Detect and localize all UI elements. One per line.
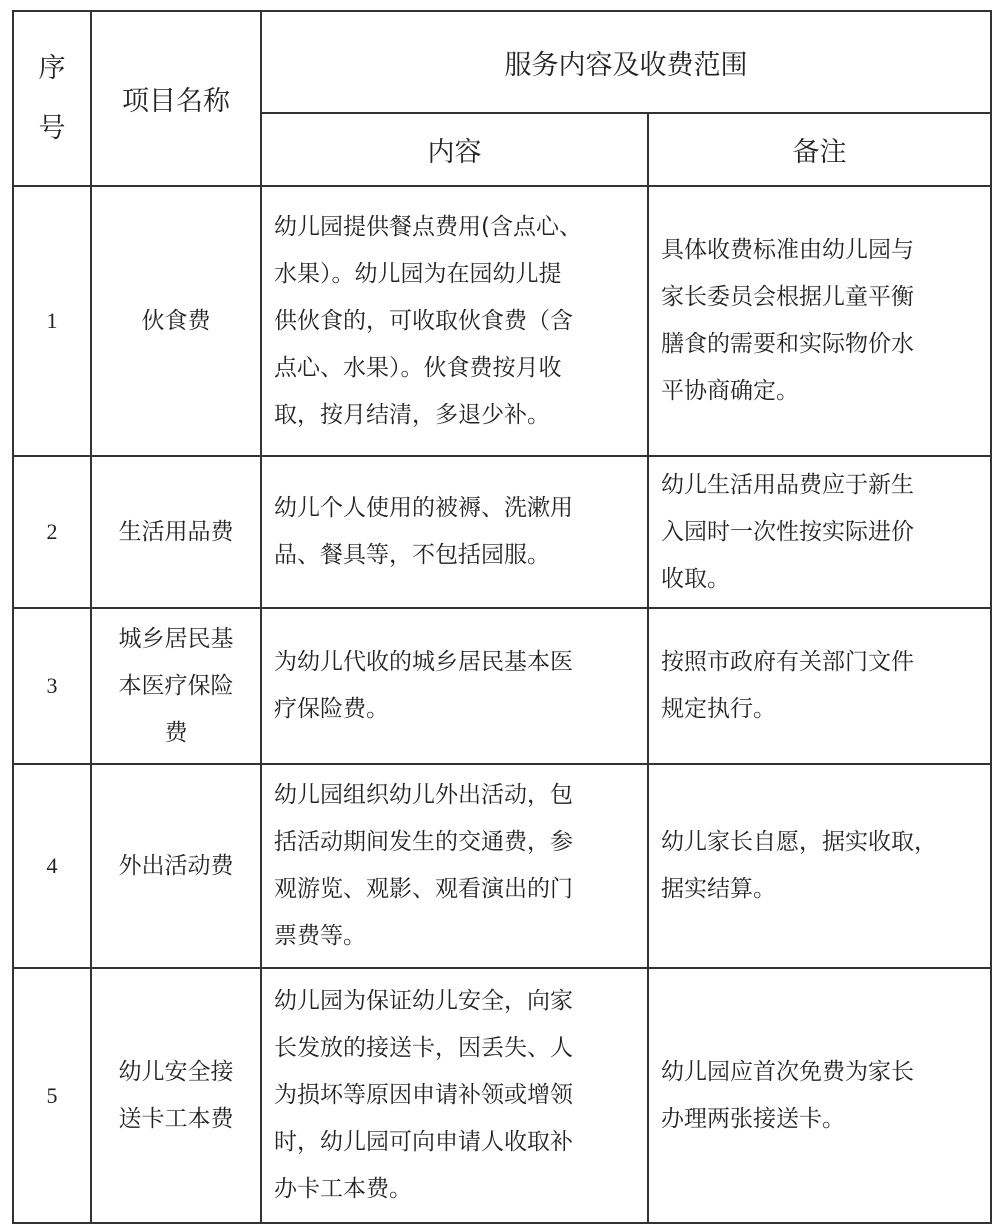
item-remarks-line: 办理两张接送卡。 — [661, 1105, 845, 1132]
item-remarks-line: 幼儿园应首次免费为家长 — [661, 1058, 914, 1085]
table-row — [13, 456, 991, 608]
item-content-line: 为损坏等原因申请补领或增领 — [274, 1082, 573, 1108]
fee-table — [12, 10, 992, 1224]
row-index: 1 — [13, 186, 91, 456]
header-item-name: 项目名称 — [91, 11, 261, 186]
item-remarks-line: 平协商确定。 — [661, 378, 799, 404]
item-name-line: 生活用品费 — [118, 518, 234, 545]
header-index-char: 序 — [38, 52, 66, 84]
item-remarks-line: 收取。 — [661, 565, 730, 592]
item-name-line: 费 — [164, 719, 188, 746]
item-name-line: 本医疗保险 — [118, 672, 234, 699]
item-name-line: 幼儿安全接 — [118, 1058, 234, 1085]
table-row — [13, 764, 991, 968]
row-index: 5 — [13, 968, 91, 1223]
item-content-line: 长发放的接送卡，因丢失、人 — [274, 1035, 573, 1061]
item-remarks-line: 家长委员会根据儿童平衡 — [661, 284, 914, 310]
item-content — [261, 456, 648, 608]
item-content-line: 观游览、观影、观看演出的门 — [274, 876, 573, 902]
item-remarks-line: 具体收费标准由幼儿园与 — [661, 237, 914, 263]
item-content-line: 水果）。幼儿园为在园幼儿提 — [274, 260, 562, 287]
item-content-line: 为幼儿代收的城乡居民基本医 — [274, 649, 573, 675]
item-name — [91, 968, 261, 1223]
item-remarks — [648, 456, 991, 608]
item-remarks-line: 膳食的需要和实际物价水 — [661, 331, 914, 357]
item-content-line: 品、餐具等，不包括园服。 — [274, 542, 550, 568]
item-content-line: 时，幼儿园可向申请人收取补 — [274, 1129, 573, 1155]
item-remarks-line: 按照市政府有关部门文件 — [661, 649, 914, 675]
item-content-line: 供伙食的，可收取伙食费（含 — [274, 307, 573, 334]
item-content-line: 括活动期间发生的交通费，参 — [274, 829, 573, 855]
item-content-line: 幼儿园为保证幼儿安全，向家 — [274, 988, 573, 1014]
item-content-line: 票费等。 — [274, 923, 366, 949]
item-name-line: 送卡工本费 — [118, 1105, 234, 1132]
header-index-char: 号 — [38, 112, 66, 144]
item-name-line: 伙食费 — [141, 307, 211, 334]
item-name — [91, 456, 261, 608]
item-name — [91, 608, 261, 764]
item-name-line: 外出活动费 — [118, 852, 234, 879]
item-content — [261, 764, 648, 968]
header-content: 内容 — [261, 113, 648, 186]
item-content-line: 点心、水果）。伙食费按月收 — [274, 354, 562, 381]
header-service-group: 服务内容及收费范围 — [261, 11, 991, 113]
item-name — [91, 764, 261, 968]
item-remarks — [648, 186, 991, 456]
row-index: 3 — [13, 608, 91, 764]
item-content-line: 取，按月结清，多退少补。 — [274, 401, 550, 428]
row-index: 4 — [13, 764, 91, 968]
item-content-line: 幼儿个人使用的被褥、洗漱用 — [274, 495, 573, 521]
item-remarks-line: 幼儿生活用品费应于新生 — [661, 471, 914, 498]
header-remarks: 备注 — [648, 113, 991, 186]
item-remarks — [648, 764, 991, 968]
item-name — [91, 186, 261, 456]
item-content — [261, 608, 648, 764]
item-remarks-line: 入园时一次性按实际进价 — [661, 518, 914, 545]
header-index — [13, 11, 91, 186]
item-remarks-line: 据实结算。 — [661, 876, 776, 902]
table-row — [13, 968, 991, 1223]
item-content-line: 疗保险费。 — [274, 696, 389, 722]
item-content — [261, 186, 648, 456]
item-content-line: 办卡工本费。 — [274, 1176, 412, 1202]
item-content-line: 幼儿园提供餐点费用(含点心、 — [274, 213, 582, 240]
row-index: 2 — [13, 456, 91, 608]
table-row — [13, 186, 991, 456]
item-remarks — [648, 968, 991, 1223]
item-name-line: 城乡居民基 — [118, 625, 234, 652]
item-content-line: 幼儿园组织幼儿外出活动，包 — [274, 782, 573, 808]
table-row — [13, 608, 991, 764]
item-remarks-line: 幼儿家长自愿，据实收取， — [661, 829, 937, 855]
item-content — [261, 968, 648, 1223]
item-remarks-line: 规定执行。 — [661, 696, 776, 722]
item-remarks — [648, 608, 991, 764]
